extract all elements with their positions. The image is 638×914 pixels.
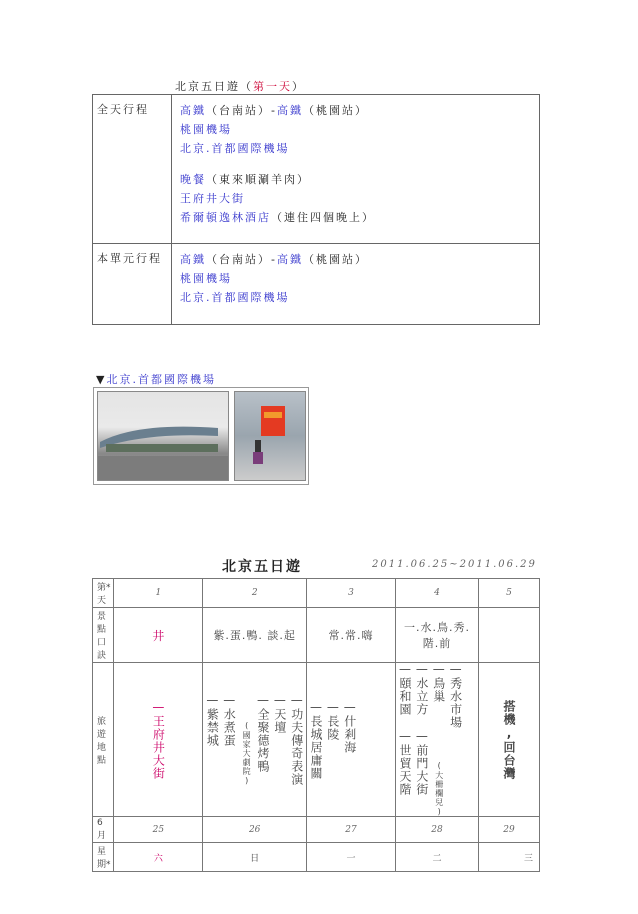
fullday-line4 (180, 170, 531, 189)
unit-hsr-link-2[interactable]: 高鐵 (276, 253, 303, 266)
place-shichahai[interactable]: —什剎海 (342, 699, 357, 754)
unit-line1 (180, 250, 531, 269)
hotel-link[interactable]: 希爾頓逸林酒店 (180, 211, 271, 224)
place-row (93, 663, 540, 817)
place-qianmen[interactable]: —前門大街 (414, 729, 429, 796)
fullday-line2[interactable]: 桃園機場 (180, 123, 232, 136)
key-row (93, 608, 540, 663)
place-wangfujing[interactable]: —王府井大街 (151, 699, 166, 780)
summary-title: 北京五日遊 (222, 559, 302, 575)
places-day2 (203, 663, 307, 817)
place-fly-home[interactable]: 搭機,回台灣 (502, 699, 516, 780)
airport-building-icon (98, 392, 228, 480)
day-label: 第*天 (93, 579, 114, 608)
weekday-cell: 六 (114, 843, 203, 872)
dinner-link[interactable]: 晚餐 (180, 173, 206, 186)
places-day3 (306, 663, 395, 817)
spacer (180, 158, 531, 170)
triangle-down-icon: ▼ (96, 373, 107, 386)
day-cell: 1 (114, 579, 203, 608)
unit-line2[interactable]: 桃園機場 (180, 272, 232, 285)
airport-interior-photo[interactable] (234, 391, 306, 481)
place-forbidden-city[interactable]: —紫禁城 (205, 693, 220, 747)
weekday-cell: 一 (306, 843, 395, 872)
unit-station-text: （台南站）- (206, 253, 277, 266)
title-pre: 北京五日遊（ (175, 80, 253, 93)
fullday-content (172, 95, 540, 244)
hsr-link-2[interactable]: 高鐵 (276, 104, 303, 117)
date-cell: 27 (306, 817, 395, 843)
day-row (93, 579, 540, 608)
place-water-cube[interactable]: —水立方 (414, 662, 429, 716)
day-cell: 4 (395, 579, 478, 608)
date-cell: 28 (395, 817, 478, 843)
weekday-row (93, 843, 540, 872)
airport-link[interactable]: 北京.首都國際機場 (106, 373, 216, 386)
month-label: 6 月 (93, 817, 114, 843)
place-boiled-egg[interactable]: —水煮蛋 (222, 693, 237, 747)
key-cell: 一.水.鳥.秀.階.前 (395, 608, 478, 663)
place-birds-nest[interactable]: —鳥巢 (431, 662, 446, 703)
key-cell: 常.常.嗨 (306, 608, 395, 663)
places-day4 (395, 663, 478, 817)
unit-content (172, 244, 540, 325)
weekday-cell: 二 (395, 843, 478, 872)
station-text: （台南站）- (206, 104, 277, 117)
place-juyongguan[interactable]: —長城居庸關 (308, 699, 323, 780)
title-day: 第一天 (253, 80, 292, 93)
place-temple-of-heaven[interactable]: —天壇 (272, 693, 287, 734)
unit-hsr-link[interactable]: 高鐵 (180, 253, 206, 266)
itinerary-table (92, 94, 540, 325)
summary-dates: 2011.06.25~2011.06.29 (372, 559, 537, 570)
fullday-line1 (180, 101, 531, 120)
key-label: 景點口訣 (93, 608, 114, 663)
station-text-2: （桃園站） (302, 104, 368, 117)
place-summer-palace[interactable]: —頤和園 (397, 662, 412, 716)
airport-exterior-photo[interactable] (97, 391, 229, 481)
title-post: ） (292, 80, 305, 93)
places-day1 (114, 663, 203, 817)
date-cell: 25 (114, 817, 203, 843)
day-cell: 5 (479, 579, 540, 608)
hsr-link[interactable]: 高鐵 (180, 104, 206, 117)
key-cell: 井 (114, 608, 203, 663)
lanterns-icon (235, 392, 305, 480)
place-the-place[interactable]: —世貿天階 (397, 729, 412, 796)
places-day5 (479, 663, 540, 817)
fullday-label: 全天行程 (93, 95, 172, 244)
place-national-theatre[interactable]: (國家大劇院) (242, 721, 252, 786)
date-row (93, 817, 540, 843)
date-cell: 26 (203, 817, 307, 843)
page-title (175, 78, 305, 94)
day-cell: 2 (203, 579, 307, 608)
place-kungfu-show[interactable]: —功夫傳奇表演 (289, 693, 304, 786)
unit-label: 本單元行程 (93, 244, 172, 325)
unit-line3[interactable]: 北京.首都國際機場 (180, 291, 290, 304)
photo-section-title (96, 371, 216, 387)
place-silk-market[interactable]: —秀水市場 (448, 662, 463, 729)
place-quanjude[interactable]: —全聚德烤鴨 (256, 693, 271, 773)
place-dashilar[interactable]: (大柵欄兒) (434, 761, 444, 817)
weekday-cell: 日 (203, 843, 307, 872)
summary-table (92, 578, 540, 872)
dinner-text: （東來順涮羊肉） (206, 173, 310, 186)
date-cell: 29 (479, 817, 540, 843)
key-cell: 紫.蛋.鴨. 談.起 (203, 608, 307, 663)
place-label: 旅遊地點 (93, 663, 114, 817)
weekday-cell: 三 (479, 843, 540, 872)
weekday-label: 星期* (93, 843, 114, 872)
fullday-line5[interactable]: 王府井大街 (180, 192, 245, 205)
fullday-line3[interactable]: 北京.首都國際機場 (180, 142, 290, 155)
photo-frame (93, 387, 309, 485)
key-cell (479, 608, 540, 663)
fullday-row (93, 95, 540, 244)
day-cell: 3 (306, 579, 395, 608)
unit-row (93, 244, 540, 325)
unit-station-text-2: （桃園站） (302, 253, 368, 266)
fullday-line6 (180, 208, 531, 227)
hotel-text: （連住四個晚上） (271, 211, 375, 224)
place-changling[interactable]: —長陵 (325, 699, 340, 741)
